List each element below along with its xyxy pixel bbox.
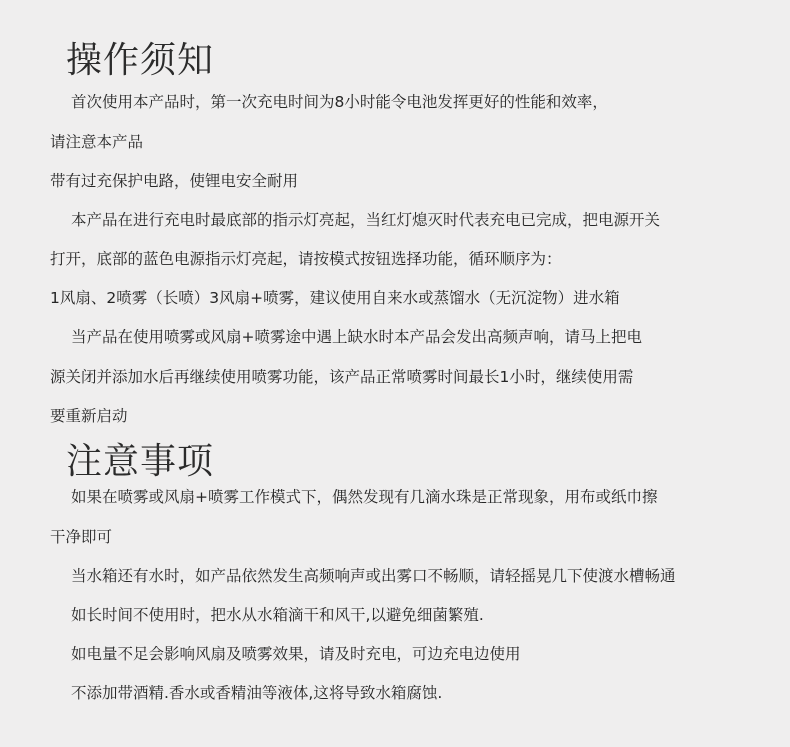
operation-line-5: 打开，底部的蓝色电源指示灯亮起，请按模式按钮选择功能，循环顺序为：: [50, 250, 562, 268]
operation-line-7: 当产品在使用喷雾或风扇+喷雾途中遇上缺水时本产品会发出高频声响，请马上把电: [71, 328, 642, 346]
operation-line-8: 源关闭并添加水后再继续使用喷雾功能，该产品正常喷雾时间最长1小时，继续使用需: [50, 368, 634, 386]
notes-line-6: 不添加带酒精.香水或香精油等液体,这将导致水箱腐蚀.: [71, 684, 443, 702]
notes-line-1: 如果在喷雾或风扇+喷雾工作模式下，偶然发现有几滴水珠是正常现象，用布或纸巾擦: [71, 488, 658, 506]
operation-line-6: 1风扇、2喷雾（长喷）3风扇+喷雾，建议使用自来水或蒸馏水（无沉淀物）进水箱: [50, 289, 620, 307]
operation-line-1: 首次使用本产品时，第一次充电时间为8小时能令电池发挥更好的性能和效率，: [71, 93, 608, 111]
operation-line-4: 本产品在进行充电时最底部的指示灯亮起，当红灯熄灭时代表充电已完成，把电源开关: [71, 211, 661, 229]
section-title-operation: 操作须知: [66, 40, 215, 81]
notes-line-5: 如电量不足会影响风扇及喷雾效果，请及时充电，可边充电边使用: [71, 645, 521, 663]
notes-line-3: 当水箱还有水时，如产品依然发生高频响声或出雾口不畅顺，请轻摇晃几下使渡水槽畅通: [71, 567, 676, 585]
notes-line-4: 如长时间不使用时，把水从水箱滴干和风干,以避免细菌繁殖.: [71, 606, 484, 624]
operation-line-9: 要重新启动: [50, 407, 128, 425]
section-title-notes: 注意事项: [66, 441, 215, 482]
notes-line-2: 干净即可: [50, 528, 113, 546]
operation-line-2: 请注意本产品: [50, 133, 144, 151]
operation-line-3: 带有过充保护电路，使锂电安全耐用: [50, 172, 299, 190]
